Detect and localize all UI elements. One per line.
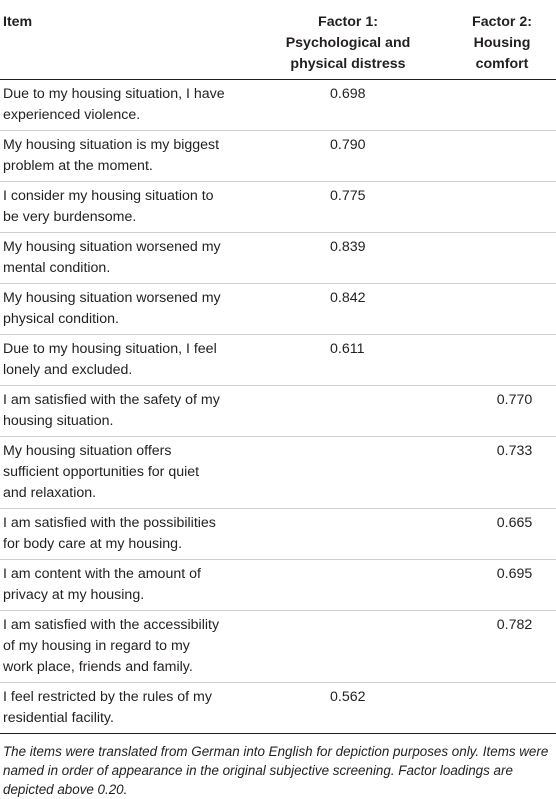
cell-item: My housing situation worsened my physical condition. xyxy=(3,290,221,327)
cell-factor2: 0.770 xyxy=(496,392,533,408)
table-row xyxy=(0,436,556,508)
table-row xyxy=(0,130,556,181)
table-row xyxy=(0,385,556,436)
table-row xyxy=(0,232,556,283)
cell-factor1: 0.562 xyxy=(330,689,366,705)
cell-factor1: 0.698 xyxy=(330,86,366,102)
table-footnote: The items were translated from German into English for depiction purposes only. Items were named in order of appearance in the original subjective screening. Factor loadings are depicted above 0.20. xyxy=(3,744,549,797)
header-factor2: Factor 2: Housing comfort xyxy=(472,14,532,72)
table-row xyxy=(0,80,556,130)
cell-item: I feel restricted by the rules of my residential facility. xyxy=(3,689,212,726)
table-header xyxy=(0,0,556,79)
table-row xyxy=(0,181,556,232)
table-row xyxy=(0,508,556,559)
header-factor1: Factor 1: Psychological and physical distress xyxy=(285,14,411,72)
cell-factor1: 0.611 xyxy=(330,341,365,357)
cell-factor1: 0.839 xyxy=(330,239,366,255)
table-row xyxy=(0,610,556,682)
cell-item: My housing situation is my biggest problem at the moment. xyxy=(3,137,220,174)
cell-item: I am satisfied with the safety of my housing situation. xyxy=(3,392,220,429)
cell-item: I consider my housing situation to be very burdensome. xyxy=(3,188,214,225)
cell-item: I am satisfied with the possibilities for body care at my housing. xyxy=(3,515,216,552)
cell-factor2: 0.782 xyxy=(496,617,533,633)
table-body xyxy=(0,80,556,733)
cell-factor2: 0.665 xyxy=(496,515,533,531)
table-row xyxy=(0,334,556,385)
table-row xyxy=(0,283,556,334)
cell-item: I am content with the amount of privacy at my housing. xyxy=(3,566,201,603)
cell-item: Due to my housing situation, I have experienced violence. xyxy=(3,86,225,123)
cell-factor1: 0.775 xyxy=(330,188,366,204)
cell-item: Due to my housing situation, I feel lonely and excluded. xyxy=(3,341,217,378)
cell-item: My housing situation offers sufficient opportunities for quiet and relaxation. xyxy=(3,443,200,501)
cell-factor1: 0.842 xyxy=(330,290,366,306)
cell-factor1: 0.790 xyxy=(330,137,366,153)
table-row xyxy=(0,682,556,733)
table-row xyxy=(0,559,556,610)
cell-item: My housing situation worsened my mental condition. xyxy=(3,239,221,276)
cell-factor2: 0.695 xyxy=(496,566,533,582)
cell-item: I am satisfied with the accessibility of my housing in regard to my work place, friends and family. xyxy=(3,617,220,675)
cell-factor2: 0.733 xyxy=(496,443,533,459)
header-item: Item xyxy=(3,14,33,30)
